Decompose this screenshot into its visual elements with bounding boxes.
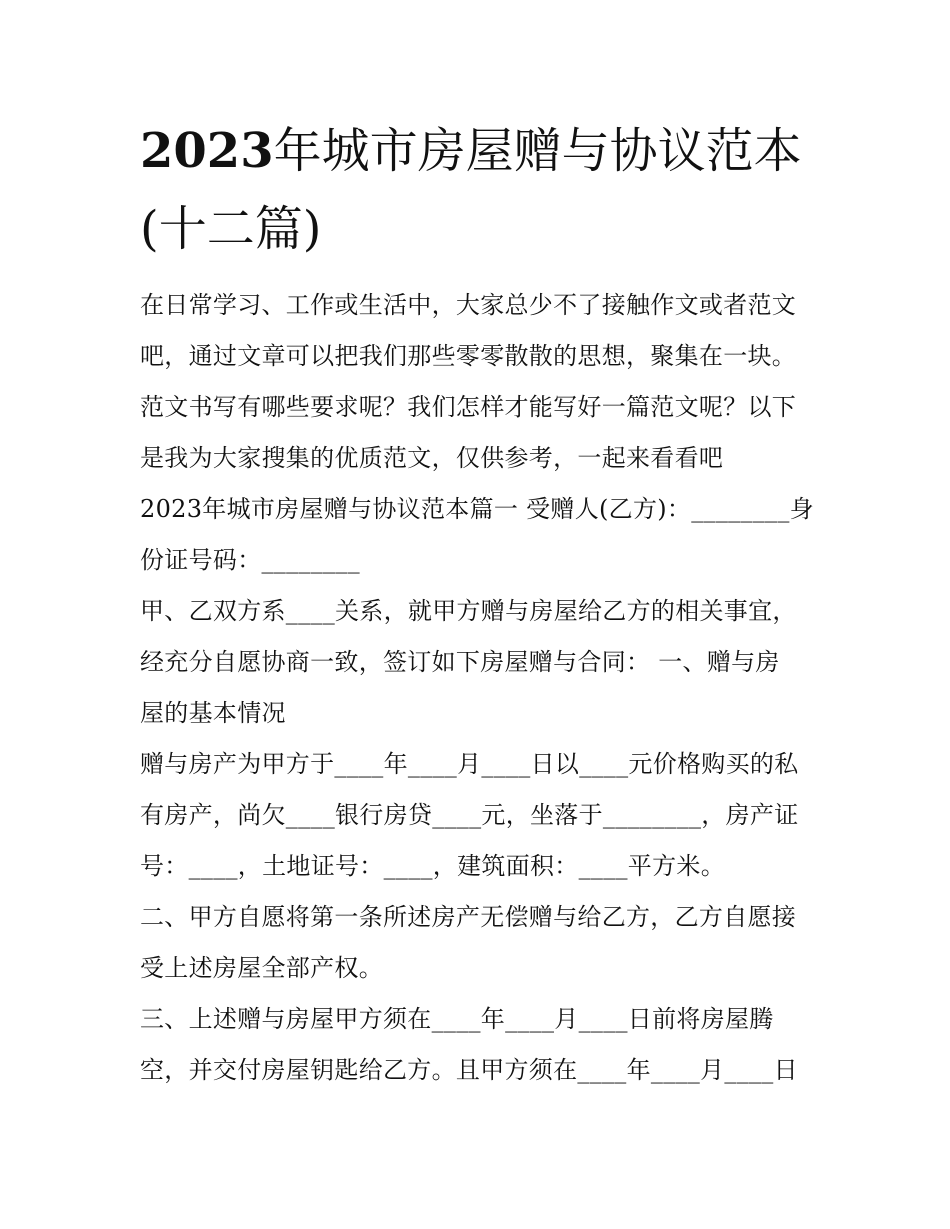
- title-year: 2023: [140, 123, 274, 179]
- body-line: 号：____，土地证号：____，建筑面积：____平方米。: [140, 852, 725, 880]
- body-line: 范文书写有哪些要求呢？我们怎样才能写好一篇范文呢？以下: [140, 393, 797, 421]
- document-page: [140, 112, 815, 1096]
- body-line: 份证号码：________: [140, 546, 360, 574]
- title-rest: 年城市房屋赠与协议范本: [273, 123, 802, 179]
- body-line: 有房产，尚欠____银行房贷____元，坐落于________，房产证: [140, 801, 799, 829]
- document-body: [140, 280, 815, 1096]
- body-line: 二、甲方自愿将第一条所述房产无偿赠与给乙方，乙方自愿接: [140, 903, 797, 931]
- document-title: [140, 112, 815, 268]
- body-line: 2023年城市房屋赠与协议范本篇一 受赠人(乙方)：________身: [140, 495, 814, 523]
- body-line: 经充分自愿协商一致，签订如下房屋赠与合同： 一、赠与房: [140, 648, 780, 676]
- title-line-1: [140, 123, 802, 179]
- body-line: 吧，通过文章可以把我们那些零零散散的思想，聚集在一块。: [140, 342, 797, 370]
- body-line: 甲、乙双方系____关系，就甲方赠与房屋给乙方的相关事宜，: [140, 597, 797, 625]
- body-line: 在日常学习、工作或生活中，大家总少不了接触作文或者范文: [140, 291, 797, 319]
- body-line: 是我为大家搜集的优质范文，仅供参考，一起来看看吧: [140, 444, 724, 472]
- body-line: 屋的基本情况: [140, 699, 286, 727]
- body-line: 赠与房产为甲方于____年____月____日以____元价格购买的私: [140, 750, 799, 778]
- title-line-2: (十二篇): [140, 201, 322, 257]
- body-line: 受上述房屋全部产权。: [140, 954, 383, 982]
- body-line: 三、上述赠与房屋甲方须在____年____月____日前将房屋腾: [140, 1005, 774, 1033]
- body-line: 空，并交付房屋钥匙给乙方。且甲方须在____年____月____日: [140, 1056, 798, 1084]
